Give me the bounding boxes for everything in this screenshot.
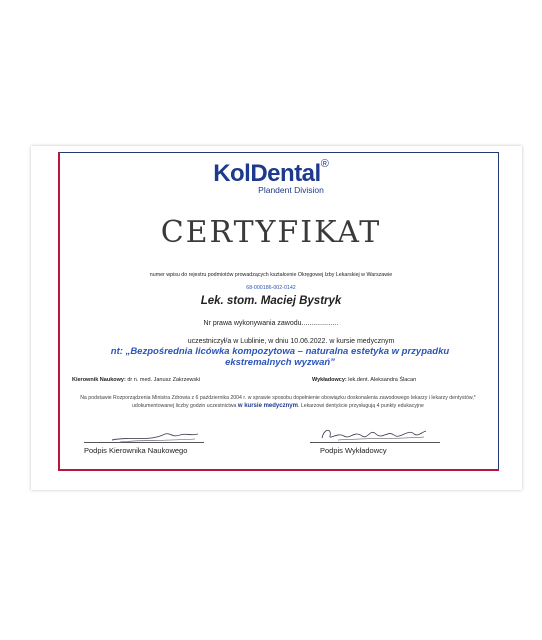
signature-line-right <box>310 442 440 443</box>
legal-basis-text: Na podstawie Rozporządzenia Ministra Zdrowia z 6 października 2004 r. w sprawie sposobu dopełnienie obowiązku doskonalenia zawodowego lekarzy i lekarzy dentystów,* udokumentowanej liczby godzin uczestnictwa <box>80 395 476 409</box>
course-topic: nt: „Bezpośrednia licówka kompozytowa – naturalna estetyka w przypadku ekstremalnych wyzwań” <box>110 346 450 368</box>
signature-left <box>110 428 200 446</box>
frame-accent-left <box>58 152 60 472</box>
license-number-line: Nr prawa wykonywania zawodu................... <box>203 320 339 327</box>
scientific-head <box>72 377 200 383</box>
signature-line-left <box>84 442 204 443</box>
registered-mark: ® <box>320 158 329 170</box>
legal-basis <box>68 394 488 410</box>
registry-note: numer wpisu do rejestru podmiotów prowadzących kształcenie Okręgowej Izby Lekarskiej w Warszawie <box>149 272 393 278</box>
brand-division: Plandent Division <box>258 185 324 195</box>
frame-accent-bottom <box>58 469 500 471</box>
legal-basis-bold: w kursie medycznym <box>237 403 298 409</box>
registry-id: 68-000186-002-0142 <box>246 285 296 291</box>
certificate-frame <box>58 152 499 471</box>
lecturers <box>312 377 416 383</box>
signature-label-left: Podpis Kierownika Naukowego <box>84 446 188 455</box>
certificate-title: CERTYFIKAT <box>160 215 382 250</box>
lecturers-value: lek.dent. Aleksandra Ślacan <box>348 377 417 383</box>
participation-line: uczestniczył/a w Lublinie, w dniu 10.06.2022. w kursie medycznym <box>187 338 395 345</box>
legal-basis-points: . Lekarzowi dentyście przysługują 4 punkty edukacyjne <box>297 403 424 409</box>
lecturers-label: Wykładowcy: <box>312 377 347 383</box>
brand-name: KolDental <box>213 160 321 187</box>
recipient-name: Lek. stom. Maciej Bystryk <box>200 295 342 307</box>
scientific-head-value: dr n. med. Janusz Zakrzewski <box>127 377 201 383</box>
scientific-head-label: Kierownik Naukowy: <box>72 377 126 383</box>
signature-label-right: Podpis Wykładowcy <box>320 446 387 455</box>
brand-logo <box>0 160 542 188</box>
signature-right <box>318 422 430 444</box>
